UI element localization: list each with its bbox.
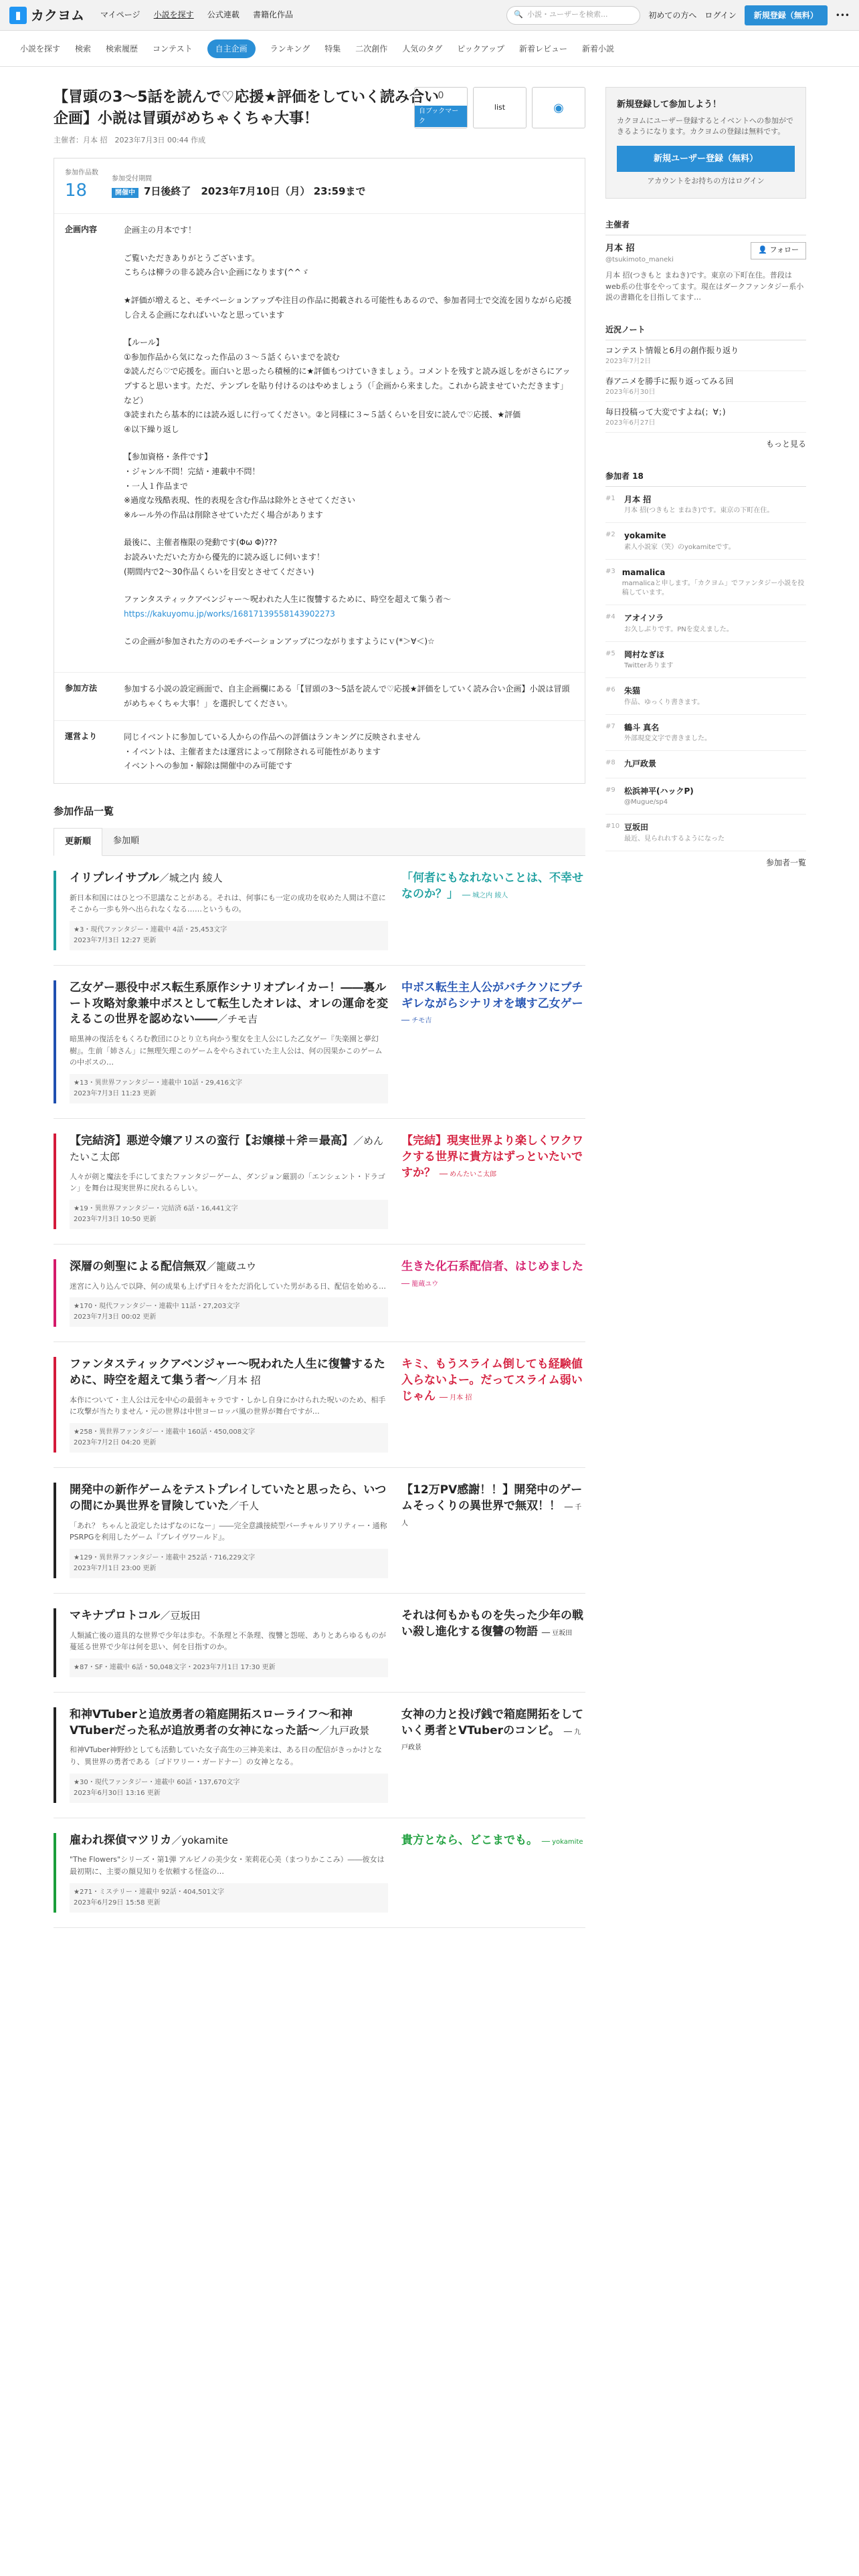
first-link[interactable]: 初めての方へ <box>648 10 697 20</box>
register-button[interactable]: 新規登録（無料） <box>745 5 828 25</box>
nav-find[interactable]: 小説を探す <box>153 9 194 19</box>
person-icon: 👤 <box>758 245 768 254</box>
search-input[interactable]: 🔍 小説・ユーザーを検索... <box>506 6 640 25</box>
search-icon: 🔍 <box>514 10 524 19</box>
participant-item[interactable]: #10 豆坂田 最近、見られれするようになった <box>605 815 806 851</box>
work-title[interactable]: 雇われ探偵マツリカ／yokamite <box>70 1833 228 1847</box>
work-item: 乙女ゲー悪役中ボス転生系原作シナリオブレイカー！――裏ルート攻略対象兼中ボスとして転生したオレは、オレの運命を変えるこの世界を認めない――／チモ吉 暗黒神の復活をもくろむ教団にひとり立ち向かう聖女を主人公にした乙女ゲー『失楽園と夢幻樹』。生前「姉さん」に無理矢理このゲームをやらされていた主人公は、何の因果かこのゲームの中ボスの… ★13・異世界ファンタジー・連載中 10話・29,416文字 2023年7月3日 11:23 更新 中ボス転生主人公がバチクソにブチギレながらシナリオを壊す乙女ゲー ── チモ吉 <box>54 966 585 1119</box>
bookmark-button[interactable]: 0 自ブックマーク <box>414 87 468 128</box>
work-item: イリプレイサブル／城之内 綾人 新日本和国にはひとつ不思議なことがある。それは、何事にも一定の成功を収めた人間は不意にそこから一歩も外へ出られなくなる……というもの。 ★3・現代ファンタジー・連載中 4話・25,453文字 2023年7月3日 12:27 更新 「何者にもなれないことは、不幸せなのか？」 ── 城之内 綾人 <box>54 856 585 966</box>
participant-item[interactable]: #4 アオイソラ お久しぶりです。PNを変えました。 <box>605 605 806 642</box>
event-box: 参加作品数 18 参加受付期間 開催中 7日後終了 2023年7月10日（月） 23:59まで 企画内容 企画主の月本です！ ご覧いただきありがとうございます。 こちらは柳ラの非る読み合い企画になります(^^ゞ ★評価が増えると、モチベーションアップや注目の作品に掲載される可能性もあるので、参加者同士で交流を図りながら応援し合える企画になればいいなと思っています 【ルール】 ①参加作品から気になった作品の３〜５話くらいまでを読む ②読んだら♡で応援を。面白いと思ったら積極的に★評価もつけていきましょう。コメントを残すと読み返しをがさらにアップすると思います。ただ、テンプレを貼り付けるのはやめましょう（「企画から来ました。これから読ませていただきます」など） ③読まれたら基本的には読み返しに行ってください。②と同様に３~５話くらいを目安に読んで♡応援、★評価 ④以下繰り返し 【参加資格・条件です】 ・ジャンル不問！完結・連載中不問！ ・一人１作品まで ※過度な残酷表現、性的表現を含む作品は除外とさせてください ※ルール外の作品は削除させていただく場合があります 最後に、主催者権限の発動です(Φω Φ)??? お読みいただいた方から優先的に読み返しに伺います！ (期間内で2〜30作品くらいを目安とさせてください) ファンタスティックアベンジャー〜呪われた人生に復讐するために、時空を超えて集う者〜 https://kakuyomu.jp/works/16817139558143902273 この企画が参加された方ののモチベーションアップにつながりますようにｖ(*＞∀＜)☆ 参加方法 参加する小説の設定画面で、自主企画欄にある「【冒頭の3〜5話を読んで♡応援★評価をしていく読み合い企画】小説は冒頭がめちゃくちゃ大事！」を選択してください。 運営より 同じイベントに参加している人からの作品への評価はランキングに反映されません ・イベントは、主催者または運営によって削除される可能性があります イベントへの参加・解除は開催中のみ可能です <box>54 158 585 784</box>
work-title[interactable]: 乙女ゲー悪役中ボス転生系原作シナリオブレイカー！――裏ルート攻略対象兼中ボスとして転生したオレは、オレの運命を変えるこの世界を認めない――／チモ吉 <box>70 980 388 1027</box>
work-item: 和神VTuberと追放勇者の箱庭開拓スローライフ〜和神VTuberだった私が追放勇者の女神になった話〜／九戸政景 和神VTuber神野紗としても活動していた女子高生の三神美来は、ある日の配信がきっかけとなり、異世界の勇者である〔ゴドワリー・ガードナー〕の女神となる。 ★30・現代ファンタジー・連載中 60話・137,670文字 2023年6月30日 13:16 更新 女神の力と投げ銭で箱庭開拓をしていく勇者とVTuberのコンビ。 ── 九戸政景 <box>54 1693 585 1818</box>
share-icon: ◉ <box>553 100 564 115</box>
register-box: 新規登録して参加しよう！ カクヨムにユーザー登録するとイベントへの参加ができるようになります。カクヨムの登録は無料です。 新規ユーザー登録（無料） アカウントをお持ちの方はログイン <box>605 87 806 199</box>
subnav-item[interactable]: 新着レビュー <box>518 43 567 53</box>
participant-item[interactable]: #7 鶴斗 真名 外部現変文字で書きました。 <box>605 715 806 752</box>
catchphrase: 貴方となら、どこまでも。 ── yokamite <box>401 1833 583 1847</box>
list-button[interactable]: list <box>473 87 527 128</box>
main-column <box>54 87 585 1928</box>
work-count[interactable]: 18 <box>65 181 88 201</box>
subnav-item[interactable]: 特集 <box>324 43 341 53</box>
news-list <box>605 340 806 433</box>
subnav-item-active[interactable]: 自主企画 <box>207 39 256 58</box>
subnav-item[interactable]: 検索履歴 <box>106 43 138 53</box>
work-item: 雇われ探偵マツリカ／yokamite "The Flowers"シリーズ・第1弾 アルビノの美少女・茉莉花心美（まつりかここみ）――彼女は最初期に、主要の顔見知りを依頼する怪盗の… ★271・ミステリー・連載中 92話・404,501文字 2023年6月29日 15:58 更新 貴方となら、どこまでも。 ── yokamite <box>54 1818 585 1928</box>
login-link[interactable]: ログイン <box>704 10 737 20</box>
status-badge: 開催中 <box>112 188 138 198</box>
work-title[interactable]: イリプレイサブル／城之内 綾人 <box>70 871 223 885</box>
catchphrase: キミ、もうスライム倒しても経験値入らないよー。だってスライム弱いじゃん ── 月本 招 <box>401 1358 583 1403</box>
subnav-item[interactable]: 新着小説 <box>581 43 614 53</box>
event-meta: 主催者：月本 招 2023年7月3日 00:44 作成 <box>54 135 206 144</box>
event-title: 【冒頭の3〜5話を読んで♡応援★評価をしていく読み合い企画】小説は冒頭がめちゃくちゃ大事！ <box>54 89 440 127</box>
sidebar-login-link[interactable]: アカウントをお持ちの方はログイン <box>647 177 765 185</box>
catchphrase: 生きた化石系配信者、はじめました ── 籠蔵ユウ <box>401 1259 583 1288</box>
subnav-item[interactable]: 人気のタグ <box>402 43 443 53</box>
participant-item[interactable]: #6 朱猫 作品、ゆっくり書きます。 <box>605 678 806 715</box>
nav-books[interactable]: 書籍化作品 <box>252 9 293 19</box>
nav-mypage[interactable]: マイページ <box>100 9 140 19</box>
catchphrase: 女神の力と投げ銭で箱庭開拓をしていく勇者とVTuberのコンビ。 ── 九戸政景 <box>401 1707 583 1752</box>
work-title[interactable]: 開発中の新作ゲームをテストプレイしていたと思ったら、いつの間にか異世界を冒険していた／千人 <box>70 1483 387 1513</box>
sub-nav <box>0 31 859 67</box>
subnav-item[interactable]: ランキング <box>270 43 310 53</box>
share-button[interactable] <box>532 87 585 128</box>
participant-item[interactable]: #1 月本 招 月本 招(つきもと まねき)です。東京の下町在住。 <box>605 487 806 524</box>
logo-icon: ▮ <box>9 7 27 24</box>
work-title[interactable]: 深層の剣聖による配信無双／籠蔵ユウ <box>70 1259 257 1273</box>
work-title[interactable]: 【完結済】悪逆令嬢アリスの蛮行【お嬢様＋斧＝最高】／めんたいこ太郎 <box>70 1134 383 1163</box>
participant-item[interactable]: #8 九戸政景 <box>605 751 806 778</box>
participants-more-link[interactable]: 参加者一覧 <box>765 857 806 867</box>
sidebar-register-button[interactable]: 新規ユーザー登録（無料） <box>617 146 795 173</box>
participant-item[interactable]: #9 松浜神平(ハックP) @Mugue/sp4 <box>605 778 806 815</box>
event-description: 企画主の月本です！ ご覧いただきありがとうございます。 こちらは柳ラの非る読み合い企画になります(^^ゞ ★評価が増えると、モチベーションアップや注目の作品に掲載される可能性もあるので、参加者同士で交流を図りながら応援し合える企画になればいいなと思っています 【ルール】 ①参加作品から気になった作品の３〜５話くらいまでを読む ②読んだら♡で応援を。面白いと思ったら積極的に★評価もつけていきましょう。コメントを残すと読み返しをがさらにアップすると思います。ただ、テンプレを貼り付けるのはやめましょう（「企画から来ました。これから読ませていただきます」など） ③読まれたら基本的には読み返しに行ってください。②と同様に３~５話くらいを目安に読んで♡応援、★評価 ④以下繰り返し 【参加資格・条件です】 ・ジャンル不問！完結・連載中不問！ ・一人１作品まで ※過度な残酷表現、性的表現を含む作品は除外とさせてください ※ルール外の作品は削除させていただく場合があります 最後に、主催者権限の発動です(Φω Φ)??? お読みいただいた方から優先的に読み返しに伺います！ (期間内で2〜30作品くらいを目安とさせてください) ファンタスティックアベンジャー〜呪われた人生に復讐するために、時空を超えて集う者〜 https://kakuyomu.jp/works/16817139558143902273 この企画が参加された方ののモチベーションアップにつながりますようにｖ(*＞∀＜)☆ <box>124 223 574 663</box>
work-title[interactable]: ファンタスティックアベンジャー〜呪われた人生に復讐するために、時空を超えて集う者〜／月本 招 <box>70 1358 385 1388</box>
subnav-item[interactable]: コンテスト <box>153 43 193 53</box>
nav-official[interactable]: 公式連載 <box>207 9 240 19</box>
subnav-item[interactable]: 検索 <box>75 43 92 53</box>
work-item: ファンタスティックアベンジャー〜呪われた人生に復讐するために、時空を超えて集う者〜／月本 招 本作について・主人公は元を中心の最弱キャラです・しかし自身にかけられた呪いのため、相手に攻撃が当たりません・元の世界は中世ヨーロッパ風の世界が舞台ですが… ★258・異世界ファンタジー・連載中 160話・450,008文字 2023年7月2日 04:20 更新 キミ、もうスライム倒しても経験値入らないよー。だってスライム弱いじゃん ── 月本 招 <box>54 1342 585 1468</box>
catchphrase: 「何者にもなれないことは、不幸せなのか？」 ── 城之内 綾人 <box>401 871 583 901</box>
work-list-heading: 参加作品一覧 <box>54 804 114 817</box>
participant-item[interactable]: #5 岡村なぎほ Twitterあります <box>605 642 806 679</box>
work-title[interactable]: マキナプロトコル／豆坂田 <box>70 1608 201 1622</box>
news-item[interactable]: 毎日投稿って大変ですよね(；∀；) 2023年6月27日 <box>605 402 806 433</box>
tab-updated[interactable]: 更新順 <box>54 828 102 856</box>
work-list <box>54 856 585 1928</box>
work-item: 深層の剣聖による配信無双／籠蔵ユウ 迷宮に入り込んで以降、何の成果も上げず日々をただ消化していた男がある日、配信を始める… ★170・現代ファンタジー・連載中 11話・27,203文字 2023年7月3日 00:02 更新 生きた化石系配信者、はじめました ── 籠蔵ユウ <box>54 1245 585 1342</box>
follow-button[interactable]: 👤 フォロー <box>751 242 806 259</box>
site-logo[interactable]: ▮ カクヨム <box>9 5 84 25</box>
participant-item[interactable]: #3 mamalica mamalicaと申します。「カクヨム」でファンタジー小説を投稿しています。 <box>605 560 806 606</box>
news-item[interactable]: 春アニメを勝手に振り返ってみる回 2023年6月30日 <box>605 371 806 402</box>
work-item: 開発中の新作ゲームをテストプレイしていたと思ったら、いつの間にか異世界を冒険していた／千人 「あれ？ ちゃんと設定したはずなのになー」――完全意識接続型バーチャルリアリティー・通称PSRPGを利用したゲーム『ブレイヴワールド』。 ★129・異世界ファンタジー・連載中 252話・716,229文字 2023年7月1日 23:00 更新 【12万PV感謝！！】開発中のゲームそっくりの異世界で無双！！ ── 千人 <box>54 1468 585 1594</box>
work-item: マキナプロトコル／豆坂田 人類滅亡後の道具的な世界で少年は歩む。不条理と不条理、復讐と怨嗟、ありとあらゆるものが蔓延る世界で少年は何を思い、何を目指すのか。 ★87・SF・連載中 6話・50,048文字・2023年7月1日 17:30 更新 それは何もかものを失った少年の戦い殺し進化する復讐の物語 ── 豆坂田 <box>54 1594 585 1693</box>
subnav-item[interactable]: 二次創作 <box>355 43 388 53</box>
top-header <box>0 0 859 31</box>
subnav-item[interactable]: ピックアップ <box>457 43 504 53</box>
participant-list <box>605 487 806 851</box>
more-icon[interactable]: ••• <box>835 10 850 20</box>
subnav-item[interactable]: 小説を探す <box>20 43 61 53</box>
header-nav <box>100 9 304 22</box>
catchphrase: それは何もかものを失った少年の戦い殺し進化する復讐の物語 ── 豆坂田 <box>401 1608 583 1638</box>
sidebar: 新規登録して参加しよう！ カクヨムにユーザー登録するとイベントへの参加ができるようになります。カクヨムの登録は無料です。 新規ユーザー登録（無料） アカウントをお持ちの方はログイン 主催者 月本 招 @tsukimoto_maneki 👤 フォロー 月本 招(つきもと まねき)です。東京の下町在住。普段はweb系の仕事をやってます。現在はダークファンタジー系小説の書籍化を目指してます… 近況ノート コンテスト情報と6月の創作振り返り 2023年7月2日 春アニメを勝手に振り返ってみる回 2023年6月30日 毎日投稿って大変ですよね(；∀；) 2023年6月27日 もっと見る 参加者 18 #1 月本 招 月本 招(つきもと まねき)です。東京の下町在住。 #2 yokamite 素人小説家（笑）のyokamiteです。 #3 mamalica mamalicaと申します。「カクヨム」でファンタジー小説を投稿しています。 #4 アオイソラ お久しぶりです。PNを変えました。 #5 岡村なぎほ Twitterあります #6 朱猫 作品、ゆっくり書きます。 #7 鶴斗 真名 外部現変文字で書きました。 #8 九戸政景 #9 松浜神平(ハックP) @Mugue/sp4 #10 豆坂田 最近、見られれするようになった 参加者一覧 <box>605 87 806 869</box>
participant-item[interactable]: #2 yokamite 素人小説家（笑）のyokamiteです。 <box>605 523 806 560</box>
host-name[interactable]: 月本 招 <box>605 243 635 253</box>
work-link[interactable]: https://kakuyomu.jp/works/16817139558143902273 <box>124 609 335 619</box>
catchphrase: 【12万PV感謝！！】開発中のゲームそっくりの異世界で無双！！ ── 千人 <box>401 1483 583 1527</box>
news-item[interactable]: コンテスト情報と6月の創作振り返り 2023年7月2日 <box>605 340 806 371</box>
work-item: 【完結済】悪逆令嬢アリスの蛮行【お嬢様＋斧＝最高】／めんたいこ太郎 人々が剣と魔法を手にしてまたファンタジーゲーム、ダンジョン厳罰の「エンシェント・ドラゴン」を舞台は現実世界に戻れるらしい。 ★19・異世界ファンタジー・完結済 6話・16,441文字 2023年7月3日 10:50 更新 【完結】現実世界より楽しくワクワクする世界に貴方はずっといたいですか？ ── めんたいこ太郎 <box>54 1119 585 1245</box>
tab-joined[interactable]: 参加順 <box>113 836 140 847</box>
news-more-link[interactable]: もっと見る <box>765 439 806 449</box>
work-title[interactable]: 和神VTuberと追放勇者の箱庭開拓スローライフ〜和神VTuberだった私が追放勇者の女神になった話〜／九戸政景 <box>70 1707 370 1737</box>
catchphrase: 中ボス転生主人公がバチクソにブチギレながらシナリオを壊す乙女ゲー ── チモ吉 <box>401 980 583 1025</box>
catchphrase: 【完結】現実世界より楽しくワクワクする世界に貴方はずっといたいですか？ ── めんたいこ太郎 <box>401 1134 583 1180</box>
